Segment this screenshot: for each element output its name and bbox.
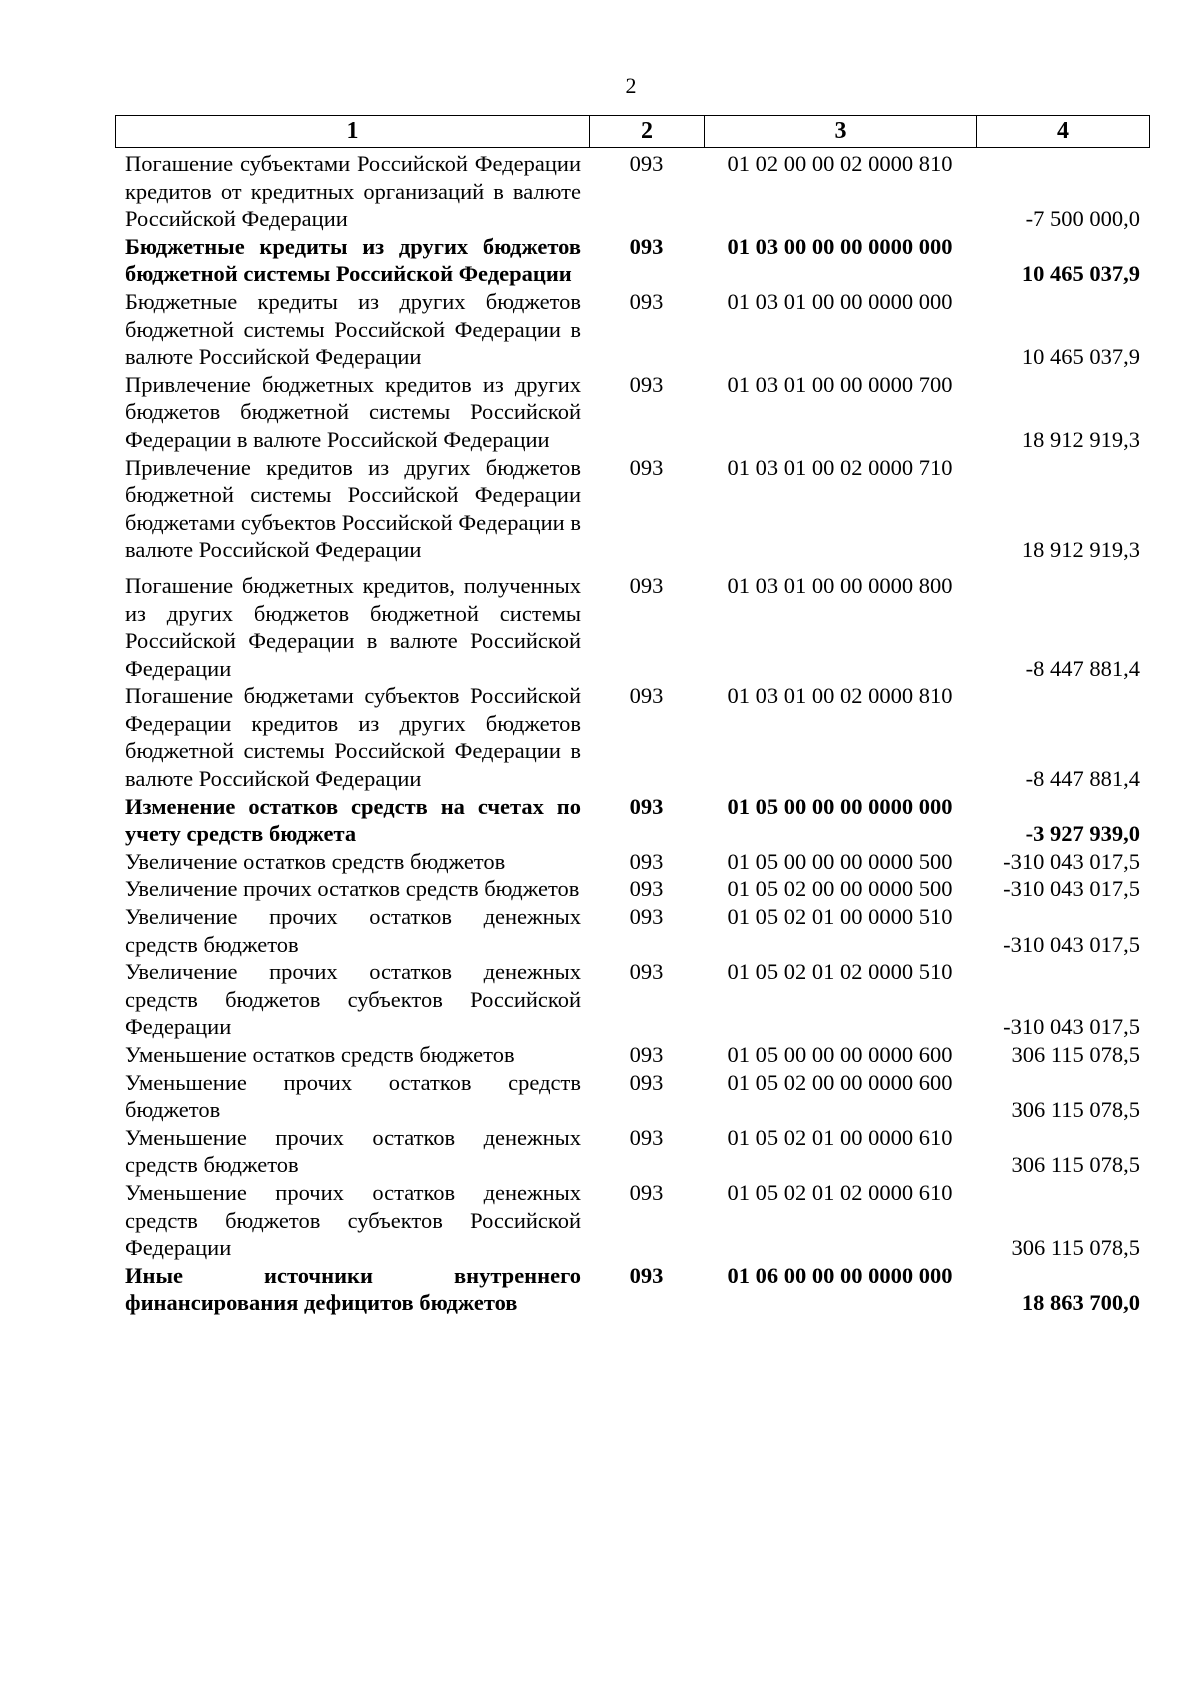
table-row xyxy=(115,1179,1150,1262)
row-budget-code: 01 03 00 00 00 0000 000 xyxy=(727,233,953,259)
row-name: Уменьшение прочих остатков денежных средств бюджетов субъектов Российской Федерации xyxy=(125,1179,581,1261)
row-amount: -310 043 017,5 xyxy=(1003,876,1140,902)
row-admin-code: 093 xyxy=(629,683,664,709)
table-row xyxy=(115,793,1150,848)
row-amount: 306 115 078,5 xyxy=(1011,1152,1140,1178)
row-name: Погашение субъектами Российской Федерации кредитов от кредитных организаций в валюте Российской Федерации xyxy=(125,151,581,232)
row-admin-code: 093 xyxy=(629,1124,664,1150)
row-amount: -310 043 017,5 xyxy=(1003,848,1140,874)
row-name: Увеличение прочих остатков денежных средств бюджетов субъектов Российской Федерации xyxy=(125,959,581,1040)
row-name: Погашение бюджетами субъектов Российской Федерации кредитов из других бюджетов бюджетной системы Российской Федерации в валюте Российской Федерации xyxy=(125,683,581,792)
header-col-4: 4 xyxy=(1057,118,1069,144)
row-admin-code: 093 xyxy=(629,454,664,480)
row-admin-code: 093 xyxy=(629,904,664,930)
table-header xyxy=(115,115,1150,148)
row-name: Погашение бюджетных кредитов, полученных из других бюджетов бюджетной системы Российской Федерации в валюте Российской Федерации xyxy=(125,572,581,681)
row-budget-code: 01 05 00 00 00 0000 000 xyxy=(727,793,953,819)
row-name: Привлечение бюджетных кредитов из других бюджетов бюджетной системы Российской Федерации в валюте Российской Федерации xyxy=(125,371,581,452)
row-amount: -310 043 017,5 xyxy=(1003,1014,1140,1040)
row-budget-code: 01 03 01 00 02 0000 710 xyxy=(727,454,953,480)
table-row xyxy=(115,1262,1150,1317)
table-row xyxy=(115,903,1150,958)
table-row xyxy=(115,454,1150,564)
row-amount: 18 912 919,3 xyxy=(1021,537,1140,563)
table-row xyxy=(115,572,1150,682)
row-amount: 306 115 078,5 xyxy=(1011,1097,1140,1123)
row-name: Привлечение кредитов из других бюджетов бюджетной системы Российской Федерации бюджетами субъектов Российской Федерации в валюте Российской Федерации xyxy=(125,454,581,563)
row-name: Бюджетные кредиты из других бюджетов бюджетной системы Российской Федерации xyxy=(125,233,581,287)
table-row xyxy=(115,233,1150,288)
row-name: Увеличение прочих остатков денежных средств бюджетов xyxy=(125,904,581,957)
row-admin-code: 093 xyxy=(629,1262,664,1288)
row-budget-code: 01 03 01 00 00 0000 000 xyxy=(727,288,953,314)
header-col-3: 3 xyxy=(705,116,977,147)
row-amount: -8 447 881,4 xyxy=(1025,766,1140,792)
row-budget-code: 01 05 02 01 00 0000 510 xyxy=(727,904,953,930)
row-amount: 306 115 078,5 xyxy=(1011,1042,1140,1067)
table-row xyxy=(115,288,1150,371)
row-amount: -8 447 881,4 xyxy=(1025,655,1140,681)
row-amount: 18 912 919,3 xyxy=(1021,426,1140,452)
row-admin-code: 093 xyxy=(629,151,664,176)
row-amount: -7 500 000,0 xyxy=(1025,206,1140,232)
row-admin-code: 093 xyxy=(629,572,664,598)
row-name: Увеличение остатков средств бюджетов xyxy=(125,848,506,874)
page-number: 2 xyxy=(625,73,637,98)
row-name: Изменение остатков средств на счетах по учету средств бюджета xyxy=(125,793,581,847)
table-row xyxy=(115,848,1150,876)
table-row xyxy=(115,150,1150,233)
row-name: Увеличение прочих остатков средств бюджетов xyxy=(125,876,580,902)
row-budget-code: 01 05 02 01 02 0000 510 xyxy=(727,959,953,985)
row-budget-code: 01 05 00 00 00 0000 500 xyxy=(727,848,953,874)
table-row xyxy=(115,1069,1150,1124)
table-body xyxy=(115,150,1150,1317)
row-amount: -310 043 017,5 xyxy=(1003,931,1140,957)
row-amount: 306 115 078,5 xyxy=(1011,1235,1140,1261)
row-budget-code: 01 05 02 00 00 0000 600 xyxy=(727,1069,953,1095)
row-amount: -3 927 939,0 xyxy=(1025,821,1140,847)
row-name: Уменьшение прочих остатков денежных средств бюджетов xyxy=(125,1124,581,1178)
row-budget-code: 01 03 01 00 00 0000 800 xyxy=(727,572,953,598)
row-budget-code: 01 06 00 00 00 0000 000 xyxy=(727,1262,953,1288)
table-row xyxy=(115,875,1150,903)
row-admin-code: 093 xyxy=(629,1069,664,1095)
row-admin-code: 093 xyxy=(629,1042,664,1067)
row-budget-code: 01 05 02 00 00 0000 500 xyxy=(727,876,953,902)
row-amount: 10 465 037,9 xyxy=(1021,344,1140,370)
header-col-2: 2 xyxy=(590,116,705,147)
row-name: Бюджетные кредиты из других бюджетов бюджетной системы Российской Федерации в валюте Российской Федерации xyxy=(125,288,581,370)
row-budget-code: 01 05 00 00 00 0000 600 xyxy=(727,1042,953,1067)
row-budget-code: 01 05 02 01 02 0000 610 xyxy=(727,1179,953,1205)
table-row xyxy=(115,1041,1150,1069)
table-row xyxy=(115,958,1150,1041)
row-admin-code: 093 xyxy=(629,793,664,819)
row-admin-code: 093 xyxy=(629,371,664,397)
row-amount: 10 465 037,9 xyxy=(1021,261,1140,287)
row-budget-code: 01 05 02 01 00 0000 610 xyxy=(727,1124,953,1150)
row-budget-code: 01 03 01 00 02 0000 810 xyxy=(727,683,953,709)
row-admin-code: 093 xyxy=(629,1179,664,1205)
row-admin-code: 093 xyxy=(629,288,664,314)
row-name: Уменьшение прочих остатков средств бюджетов xyxy=(125,1069,581,1123)
row-admin-code: 093 xyxy=(629,959,664,985)
row-budget-code: 01 02 00 00 02 0000 810 xyxy=(727,151,953,176)
table-row xyxy=(115,371,1150,454)
row-name: Уменьшение остатков средств бюджетов xyxy=(125,1042,515,1067)
row-amount: 18 863 700,0 xyxy=(1021,1290,1140,1316)
table-row xyxy=(115,1124,1150,1179)
table-row xyxy=(115,682,1150,792)
row-budget-code: 01 03 01 00 00 0000 700 xyxy=(727,371,953,397)
row-admin-code: 093 xyxy=(629,848,664,874)
header-col-1: 1 xyxy=(116,116,590,147)
row-name: Иные источники внутреннего финансирования дефицитов бюджетов xyxy=(125,1262,581,1316)
row-admin-code: 093 xyxy=(629,233,664,259)
row-admin-code: 093 xyxy=(629,876,664,902)
